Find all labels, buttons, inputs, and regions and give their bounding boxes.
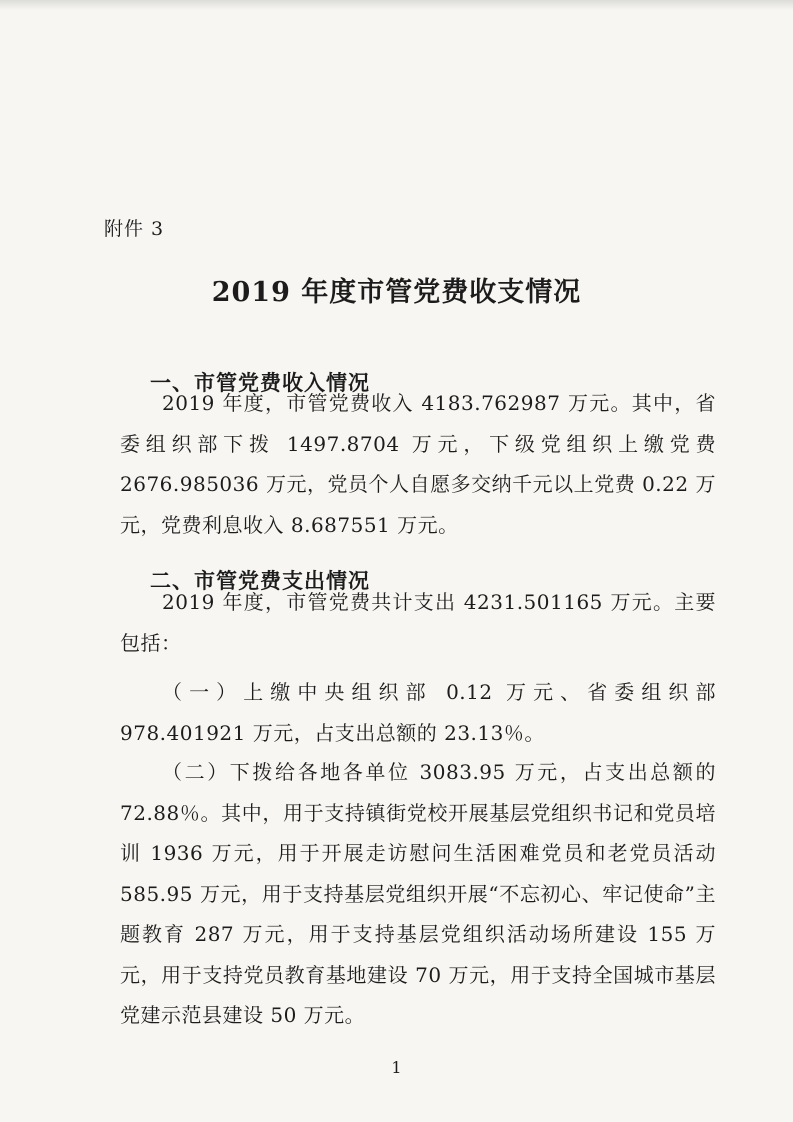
document-title: 2019 年度市管党费收支情况 [211,277,582,308]
page-number: 1 [391,1058,402,1077]
expense-intro-paragraph: 2019 年度，市管党费共计支出 4231.501165 万元。主要包括： [120,590,716,655]
expense-item-2: （二）下拨给各地各单位 3083.95 万元，占支出总额的 72.88％。其中，用于支持镇街党校开展基层党组织书记和党员培训 1936 万元，用于开展走访慰问生活困难党员和老党员活动 585.95 万元，用于支持基层党组织开展“不忘初心、牢记使命”主题教育 287 万元，用于支持基层党组织活动场所建设 155 万元，用于支持党员教育基地建设 70 万元，用于支持全国城市基层党建示范县建设 50 万元。 [120,760,716,1027]
scan-edge [0,0,793,10]
section-heading-expense: 二、市管党费支出情况 [150,568,370,593]
section-heading-income: 一、市管党费收入情况 [150,370,370,395]
income-paragraph: 2019 年度，市管党费收入 4183.762987 万元。其中，省委组织部下拨 1497.8704 万元，下级党组织上缴党费 2676.985036 万元，党员个人自愿多交纳千元以上党费 0.22 万元，党费利息收入 8.687551 万元。 [120,391,716,537]
attachment-label: 附件 3 [104,218,165,240]
expense-item-1: （一）上缴中央组织部 0.12 万元、省委组织部 978.401921 万元，占支出总额的 23.13％。 [120,680,716,745]
